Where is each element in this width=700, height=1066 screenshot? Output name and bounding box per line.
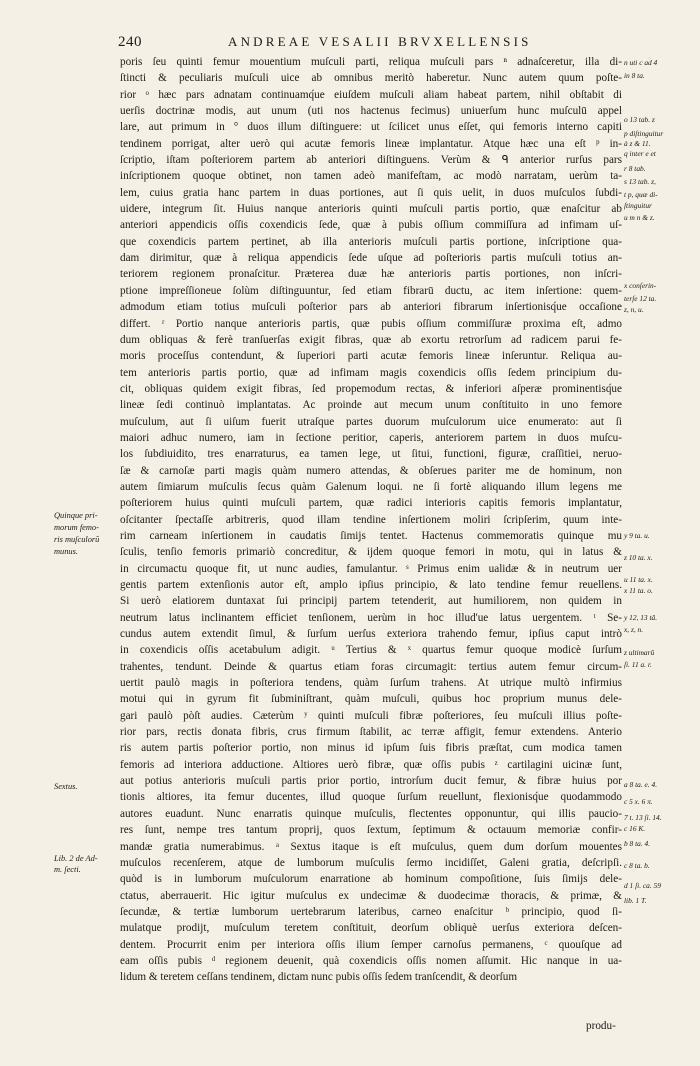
text-line: uertit paulò magis in poſteriora tendens, quàm ſurſum trahens. At utrique multò infirmius: [120, 677, 622, 690]
running-head: ANDREAE VESALII BRVXELLENSIS: [228, 34, 532, 49]
text-line: poſteriorem huius quinti muſculi partem, quæ radici interioris capitis femoris implantatur,: [120, 497, 622, 510]
text-line: mandæ gratia numerabimus. ᵃ Sextus itaque is eſt muſculus, quem dum dorſum mouentes: [120, 840, 622, 853]
text-line: trahentes, tendunt. Deinde & quartus etiam foras circumagit: tertius autem femur circum-: [120, 660, 622, 673]
text-line: poris ſeu quinti femur mouentium muſculi parti, reliqua muſculi pars ⁿ adnaſceretur, illa di-: [120, 56, 622, 68]
margin-note: r 8 tab.: [624, 164, 646, 173]
text-line: dam dirimitur, quæ à reliqua appendicis ſede uſque ad poſterioris partis muſculi totius an-: [120, 252, 622, 265]
text-line: femoris ad interiora adductione. Altiores uerò fibræ, quæ oſſis pubis ᶻ cartilagini uicinæ ſunt,: [120, 758, 622, 771]
text-line: cit, obliquas quidem exigit fibras, ſed propemodum rectas, & inferiori aſperæ prominentisq́ue: [120, 382, 622, 395]
margin-note: y 12, 13 tā.: [624, 613, 658, 622]
margin-note: munus.: [54, 547, 78, 556]
margin-note: ris muſculorū: [54, 535, 100, 544]
margin-note: ſi. 11 a. r.: [624, 660, 652, 669]
text-line: que coxendicis partem pertinet, ab illa anterioris muſculi partis portione, inſcriptione qua-: [120, 235, 622, 248]
margin-note: b 8 ta. 4.: [624, 839, 651, 848]
text-line: lineæ ſedi continuò implantatas. Ac proinde aut mecum unum conſtituito in uno femore: [120, 399, 622, 412]
text-line: differt. ʳ Portio nanque anterioris partis, quæ pubis oſſium commiſſuræ proxima eſt, admo: [120, 317, 622, 330]
text-line: dum obliquas & ferè tranſuerſas exigit fibras, quæ ab exortu retrorſum ad radicem parui fe-: [120, 333, 622, 346]
text-line: uidere, integrum ſit. Huius nanque anterioris quinti muſculi partis portio, quæ enaſcitur ab: [120, 203, 622, 216]
margin-note: z ultimarū: [624, 648, 655, 657]
margin-note: 7 t. 13 ſi. 14.: [624, 813, 662, 822]
text-line: ſcriptio, iſtam poſteriorem partem ab anteriori diſtinguens. Verùm & ᑫ anterior rurſus pars: [120, 154, 622, 167]
text-line: anteriori appendicis oſſis coxendicis ſede, quæ à pubis oſſium commiſſura ad infimam uſ-: [120, 219, 622, 232]
text-line: autem ſimiarum muſculis ſecus quàm Galenum loqui. ne ſi fortè aliquando illum legens me: [120, 480, 622, 493]
margin-note: a 8 ta. e. 4.: [624, 780, 658, 789]
margin-note: à z & 11.: [624, 139, 651, 148]
text-line: inſcriptionem quoque obtinet, non tamen adeò manifeſtam, ac modò narratam, uerùm ta-: [120, 170, 622, 183]
text-line: ſecundæ, & tertiæ lumborum uertebrarum lateribus, carneo enaſcitur ᵇ principio, quod ſi-: [120, 905, 622, 918]
text-line: gentis partem extenſionis autor eſt, amplo ipſius principio, & lato tendine femur reuellens.: [120, 579, 622, 591]
margin-note: Sextus.: [54, 782, 78, 791]
margin-note: morum femo-: [54, 523, 99, 532]
text-line: rior pars, rectis donata fibris, crus firmum ſtabilit, ac terræ affigit, femur extendens. Anterio: [120, 726, 622, 739]
text-line: los ſubdiuidito, tres enarraturus, ea tamen lege, ut ſitui, functioni, figuræ, craſſitiei, neruo-: [120, 448, 622, 461]
text-line: muſculos recenſerem, atque de lumborum muſculis ſermo incidiſſet, Galeni gratia, deſcripſi.: [120, 856, 622, 869]
text-line: ſculis, tenſio femoris primariò concreditur, & ijdem quoque femori in motu, qui in latus &: [120, 546, 622, 559]
text-line: aut potius anterioris muſculi partis prior portio, introrſum ducit femur, & fibræ huius por: [120, 775, 622, 788]
margin-note: q inter e et: [624, 149, 656, 158]
text-line: gari paulò pòſt audies. Cæterùm ʸ quinti muſculi fibræ poſteriores, ſeu muſculi illius poſte-: [120, 709, 622, 722]
margin-note: Lib. 2 de Ad-: [54, 854, 98, 863]
margin-note: c 5 x. 6 π.: [624, 797, 653, 806]
margin-note: in 8 ta.: [624, 71, 645, 80]
margin-note: c 16 K.: [624, 824, 646, 833]
text-line: autores euadunt. Nunc enarratis quinque muſculis, flectentes opponuntur, qui illis paucio-: [120, 807, 622, 820]
text-line: quòd is in lumborum muſculorum enarratione ab hominum compoſitione, ſuis ſimijs dele-: [120, 873, 622, 886]
text-line: maiori adhuc numero, iam in ſectione peritior, caperis, anteriorem partem in duos muſcu-: [120, 431, 622, 444]
catchword: produ-: [586, 1020, 616, 1032]
margin-note: u 11 ta. x.: [624, 575, 653, 584]
margin-note: p diſtinguitur: [624, 129, 664, 138]
margin-note: ſtinguitur: [624, 201, 652, 210]
text-line: lem, cuius gratia hanc partem in duas portiones, aut ſi quis uelit, in duos muſculos ſubdi-: [120, 186, 622, 199]
page-number: 240: [118, 34, 142, 50]
text-line: mulatque prodijt, muſculum teretem conſtituit, deorſum obliquè uerſus exteriora deſcen-: [120, 922, 622, 935]
margin-note: s 13 tab. z,: [624, 177, 656, 186]
text-line: tem anterioris partis portio, quæ ad infimam magis coxendicis oſſis ſedem principium du-: [120, 366, 622, 379]
margin-note: o 13 tab. z: [624, 115, 655, 124]
text-line: lare, aut primum in ° duos illum diſtinguere: ut ſcilicet unus eſſet, qui femoris interno capiti: [120, 121, 622, 134]
text-line: ſtincti & peculiaris muſculi uice ab omnibus meritò haberetur. Nunc autem quum poſte-: [120, 72, 622, 85]
margin-note: t p, quæ di-: [624, 190, 658, 199]
text-line: oſcitanter ſpectaſſe arbitreris, quod illam tendine inſertionem moliri ſcripſerim, quum inte-: [120, 513, 622, 526]
text-line: moris proceſſus contendunt, & ſuperiori parti acutæ femoris lineæ inſeruntur. Reliqua au-: [120, 350, 622, 363]
text-line: lidum & teretem ceſſans tendinem, dictam nunc pubis oſſis ſedem tranſcendit, & deorſum: [120, 971, 518, 984]
text-line: tionis altiores, ita femur ducentes, illud quoque ſurſum reuellunt, flexionisq́ue quodammodo: [120, 791, 622, 804]
margin-note: u m n & z.: [624, 213, 655, 222]
text-line: admodum etiam totius muſculi poſterior pars ab anteriori fibrarum inſertionisq́ue occaſione: [120, 301, 622, 314]
text-line: teriorem regionem pronaſcitur. Præterea duæ hæ anterioris partis portiones, non inſcri-: [120, 268, 622, 281]
text-line: uerſis doctrinæ modis, aut unum (uti nos hactenus fecimus) uniuerſum hunc muſculū appel: [120, 105, 622, 118]
text-line: eam oſſis pubis ᵈ regionem deuenit, quà coxendicis oſſis nomen aſſumit. Hic nanque in ua-: [120, 954, 622, 967]
text-line: in circumactu quoque fit, ut nunc audies, famulantur. ˢ Primus enim ualidæ & in neutrum uer: [120, 562, 622, 575]
margin-note: z, n, u.: [624, 305, 644, 314]
margin-note: n uti c ad 4: [624, 58, 658, 67]
margin-note: m. ſecti.: [54, 865, 81, 874]
text-line: ctatus, aberrauerit. Hic igitur muſculus ex undecimæ & duodecimæ thoracis, & primæ, &: [120, 889, 622, 902]
margin-note: x 11 ta. o.: [624, 586, 653, 595]
text-line: tendinem porrigat, alter uerò qui acutæ femoris lineæ implantatur. Atque hæc una eſt ᵖ in-: [120, 137, 622, 150]
margin-note: c 8 ta. b.: [624, 861, 650, 870]
text-line: rior ᵒ hæc pars adnatam continuamq́ue eiuſdem muſculi aliam habeat partem, nihil obſtabit di: [120, 88, 622, 101]
text-line: dentem. Procurrit enim per interiora oſſis ilium ſemper carnoſus permanens, ᶜ quouſque ad: [120, 938, 622, 951]
margin-note: d 1 ſi. ca. 59: [624, 881, 661, 890]
margin-note: x, z, n.: [624, 625, 644, 634]
margin-note: y 9 ta. u.: [624, 531, 650, 540]
text-line: rim carneam inſertionem in caudatis ſimijs tentet. Hactenus commemoratis quinque mu: [120, 529, 622, 542]
margin-note: z 10 ta. x.: [624, 553, 653, 562]
text-line: res ſunt, nempe tres tantum proprij, quos ſextum, ſeptimum & octauum memoriæ confir-: [120, 824, 622, 837]
text-line: neutrum latus inclinantem efficiet tenſionem, uerùm in hoc illud'ue latus uergentem. ᵗ Se-: [120, 611, 622, 624]
text-line: in coxendicis oſſis acetabulum adigit. ᵘ Tertius & ˣ quartus femur quoque modicè ſurſum: [120, 644, 622, 657]
text-line: Si uerò elatiorem duntaxat ſui principij partem tetenderit, aut humiliorem, non quidem in: [120, 595, 622, 608]
body-text: [120, 54, 622, 986]
text-line: motui qui in gyrum fit ſubminiſtrant, quàm muſculi, quibus hoc proprium munus dele-: [120, 693, 622, 706]
margin-note: x conſerin-: [624, 281, 657, 290]
text-line: muſculum, aut ſi uiſum fuerit utraſque partes duorum muſculorum uice enumerato: aut ſi: [120, 415, 622, 428]
margin-note: Quinque pri-: [54, 511, 98, 520]
margin-note: lib. 1 T.: [624, 896, 647, 905]
text-line: ris autem partis poſterior portio, non minus id ipſum ſuis fibris præſtat, cum modica tamen: [120, 742, 622, 755]
text-line: ſæ & carnoſæ parti magis quàm numero attendas, & obſerues pariter me de hominum, non: [120, 464, 622, 477]
margin-note: terſe 12 ta.: [624, 294, 657, 303]
text-line: cundus autem extendit ſimul, & ſurſum uerſus exteriora trahendo femur, ipſius caput intrò: [120, 628, 622, 641]
text-line: ptione impreſſioneue ſolùm diſtinguuntur, ſed etiam fibrarū ductu, ac item inſertione: quem-: [120, 284, 622, 297]
